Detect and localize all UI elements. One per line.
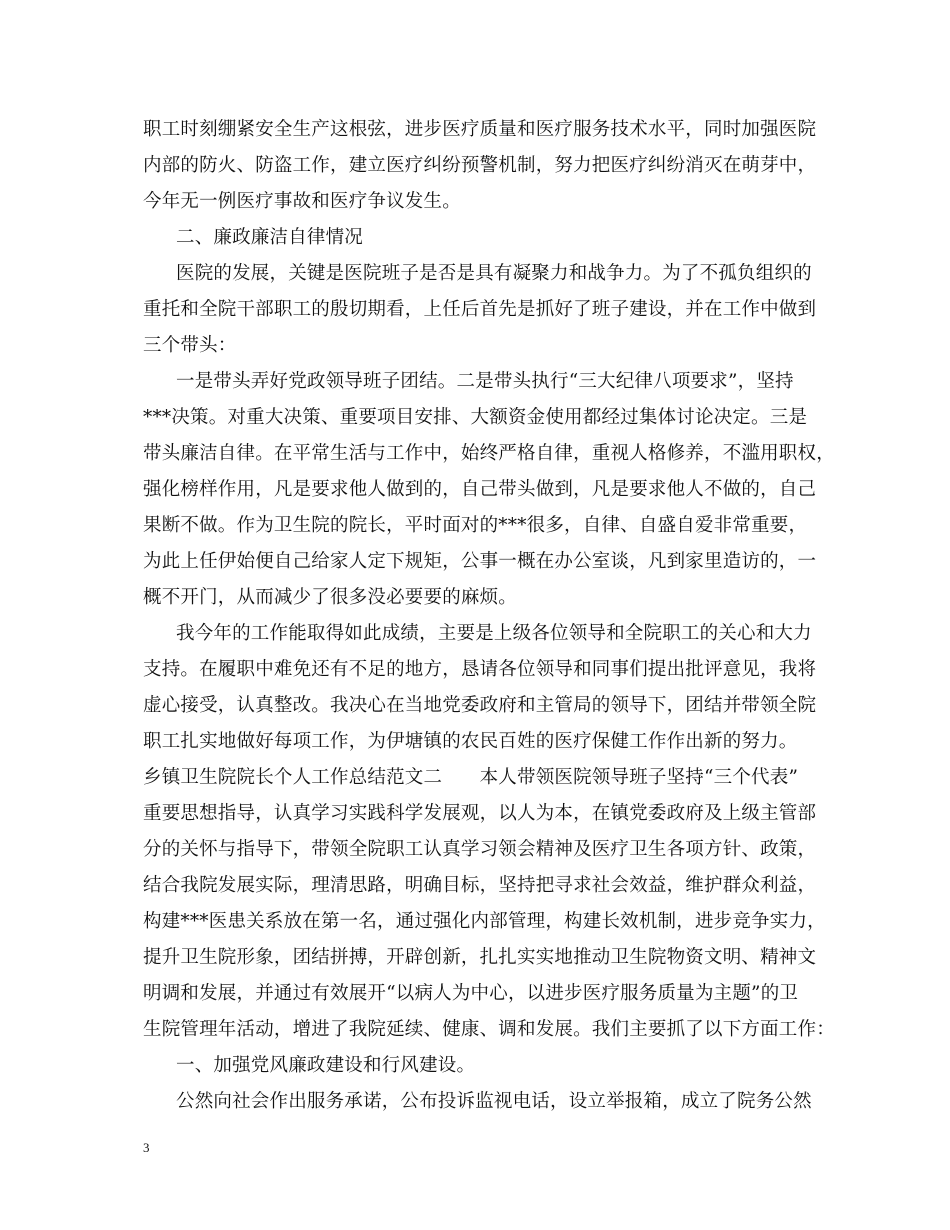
text-line: 为此上任伊始便自己给家人定下规矩，公事一概在办公室谈，凡到家里造访的，一 bbox=[143, 551, 817, 572]
text-line: 职工扎实地做好每项工作，为伊塘镇的农民百姓的医疗保健工作作出新的努力。 bbox=[143, 731, 798, 752]
text-line: 概不开门，从而减少了很多没必要要的麻烦。 bbox=[143, 587, 518, 608]
text-line: 职工时刻绷紧安全生产这根弦，进步医疗质量和医疗服务技术水平，同时加强医院 bbox=[143, 119, 817, 140]
text-line: 提升卫生院形象，团结拼搏，开辟创新，扎扎实实地推动卫生院物资文明、精神文 bbox=[143, 947, 817, 968]
text-line: 医院的发展，关键是医院班子是否是具有凝聚力和战争力。为了不孤负组织的 bbox=[176, 263, 812, 284]
text-line: ***决策。对重大决策、重要项目安排、大额资金使用都经过集体讨论决定。三是 bbox=[143, 407, 808, 428]
text-line: 结合我院发展实际，理清思路，明确目标，坚持把寻求社会效益，维护群众利益， bbox=[143, 875, 817, 896]
text-line: 明调和发展，并通过有效展开“以病人为中心，以进步医疗服务质量为主题”的卫 bbox=[143, 983, 799, 1004]
text-line: 分的关怀与指导下，带领全院职工认真学习领会精神及医疗卫生各项方针、政策， bbox=[143, 839, 817, 860]
text-line: 虚心接受，认真整改。我决心在当地党委政府和主管局的领导下，团结并带领全院 bbox=[143, 695, 817, 716]
text-line: 支持。在履职中难免还有不足的地方，恳请各位领导和同事们提出批评意见，我将 bbox=[143, 659, 817, 680]
text-line: 乡镇卫生院院长个人工作总结范文二 本人带领医院领导班子坚持“三个代表” bbox=[143, 767, 799, 788]
text-line: 带头廉洁自律。在平常生活与工作中，始终严格自律，重视人格修养，不滥用职权， bbox=[143, 443, 835, 464]
text-line: 公然向社会作出服务承诺，公布投诉监视电话，设立举报箱，成立了院务公然 bbox=[176, 1091, 812, 1112]
text-line: 重托和全院干部职工的殷切期看，上任后首先是抓好了班子建设，并在工作中做到 bbox=[143, 299, 817, 320]
text-line: 重要思想指导，认真学习实践科学发展观，以人为本，在镇党委政府及上级主管部 bbox=[143, 803, 817, 824]
section-heading: 二、廉政廉洁自律情况 bbox=[176, 227, 364, 248]
text-line: 内部的防火、防盗工作，建立医疗纠纷预警机制，努力把医疗纠纷消灭在萌芽中， bbox=[143, 155, 817, 176]
page-number: 3 bbox=[143, 1140, 150, 1155]
text-line: 生院管理年活动，增进了我院延续、健康、调和发展。我们主要抓了以下方面工作： bbox=[143, 1019, 835, 1040]
text-line: 我今年的工作能取得如此成绩，主要是上级各位领导和全院职工的关心和大力 bbox=[176, 623, 812, 644]
section-heading: 一、加强党风廉政建设和行风建设。 bbox=[176, 1055, 476, 1076]
text-line: 强化榜样作用，凡是要求他人做到的，自己带头做到，凡是要求他人不做的，自己 bbox=[143, 479, 817, 500]
text-line: 构建***医患关系放在第一名，通过强化内部管理，构建长效机制，进步竞争实力， bbox=[143, 911, 826, 932]
text-line: 果断不做。作为卫生院的院长，平时面对的***很多，自律、自盛自爱非常重要， bbox=[143, 515, 808, 536]
text-line: 三个带头： bbox=[143, 335, 237, 356]
text-line: 今年无一例医疗事故和医疗争议发生。 bbox=[143, 191, 461, 212]
text-line: 一是带头弄好党政领导班子团结。二是带头执行“三大纪律八项要求”，坚持 bbox=[176, 371, 794, 392]
